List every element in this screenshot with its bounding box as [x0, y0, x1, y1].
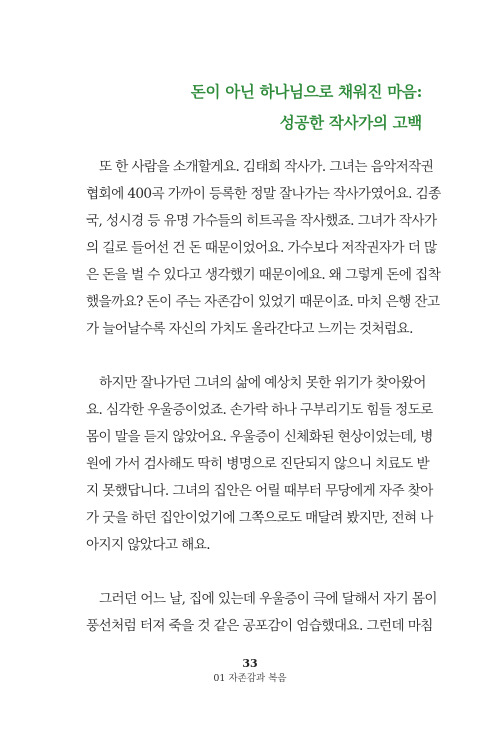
text-line: 했을까요? 돈이 주는 자존감이 있었기 때문이죠. 마치 은행 잔고 — [86, 294, 440, 310]
section-heading-line-2: 성공한 작사가의 고백 — [279, 113, 422, 132]
page-number: 33 — [242, 657, 258, 670]
text-line: 협회에 400곡 가까이 등록한 정말 잘나가는 작사가였어요. 김종 — [86, 186, 441, 202]
text-line: 은 돈을 벌 수 있다고 생각했기 때문이에요. 왜 그렇게 돈에 집착 — [86, 267, 441, 283]
paragraph-3 — [86, 586, 437, 640]
text-line: 하지만 잘나가던 그녀의 삶에 예상치 못한 위기가 찾아왔어 — [99, 375, 426, 391]
page-footer — [0, 656, 500, 686]
text-line: 그러던 어느 날, 집에 있는데 우울증이 극에 달해서 자기 몸이 — [99, 591, 437, 607]
paragraph-1 — [86, 154, 441, 343]
body-text — [86, 154, 441, 667]
text-line: 요. 심각한 우울증이었죠. 손가락 하나 구부리기도 힘들 정도로 — [86, 402, 433, 418]
paragraph-2 — [86, 370, 433, 559]
text-line: 가 늘어날수록 자신의 가치도 올라간다고 느끼는 것처럼요. — [86, 321, 413, 337]
section-heading-line-1: 돈이 아닌 하나님으로 채워진 마음: — [190, 82, 422, 101]
text-line: 또 한 사람을 소개할게요. 김태희 작사가. 그녀는 음악저작권 — [99, 159, 434, 175]
chapter-label: 01 자존감과 복음 — [213, 673, 287, 684]
text-line: 가 굿을 하던 집안이었기에 그쪽으로도 매달려 봤지만, 전혀 나 — [86, 510, 433, 526]
text-line: 몸이 말을 듣지 않았어요. 우울증이 신체화된 현상이었는데, 병 — [86, 429, 433, 445]
text-line: 아지지 않았다고 해요. — [86, 537, 210, 553]
section-heading — [191, 76, 422, 138]
text-line: 국, 성시경 등 유명 가수들의 히트곡을 작사했죠. 그녀가 작사가 — [86, 213, 437, 229]
text-line: 의 길로 들어선 건 돈 때문이었어요. 가수보다 저작권자가 더 많 — [86, 240, 437, 256]
text-line: 지 못했답니다. 그녀의 집안은 어릴 때부터 무당에게 자주 찾아 — [86, 483, 433, 499]
text-line: 원에 가서 검사해도 딱히 병명으로 진단되지 않으니 치료도 받 — [86, 456, 430, 472]
text-line: 풍선처럼 터져 죽을 것 같은 공포감이 엄습했대요. 그런데 마침 — [86, 618, 433, 634]
